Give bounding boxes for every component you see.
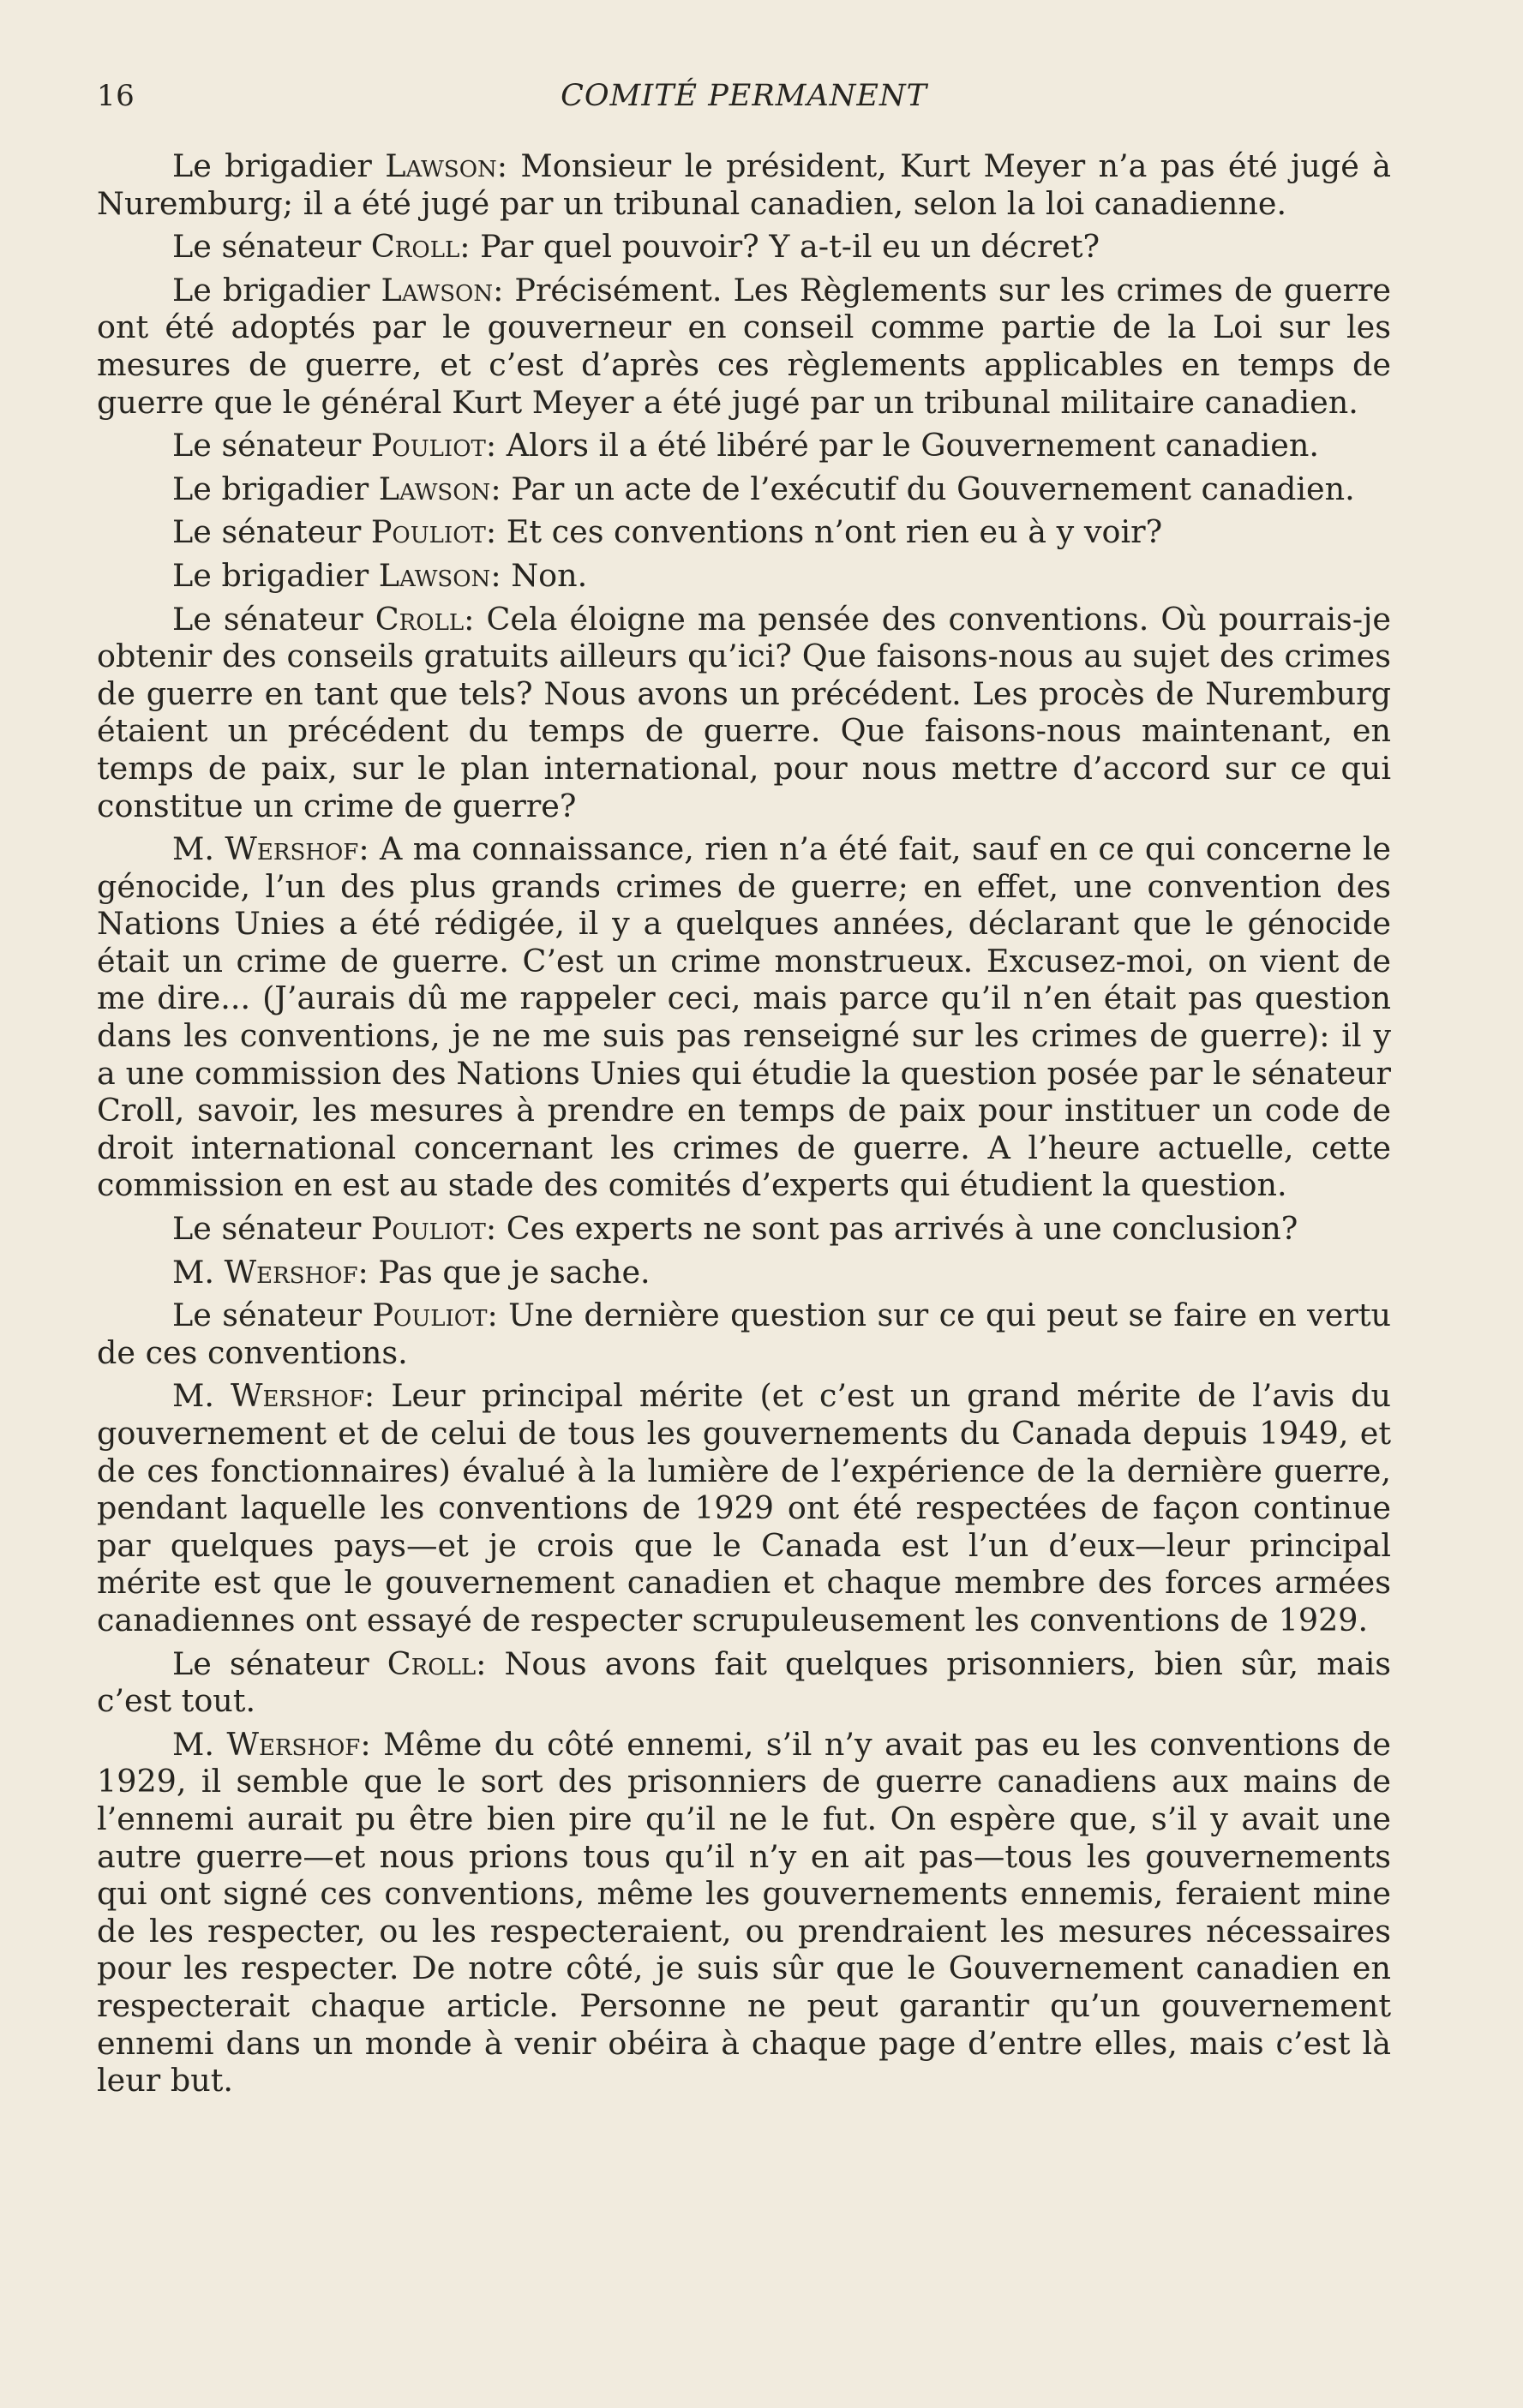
speech-text: : Nous avons fait quelques prisonniers, bien sûr, mais c’est tout. [97,1644,1391,1720]
speech-text: : Monsieur le président, Kurt Meyer n’a pas été jugé à Nuremburg; il a été jugé par un tribunal canadien, selon la loi canadienne. [97,147,1391,222]
speech-text: : Pas que je sache. [357,1253,651,1291]
speech-paragraph [97,427,1391,464]
speaker-prefix: Le brigadier [172,271,381,308]
speaker-prefix: M. [172,1377,231,1415]
speaker-prefix: M. [172,1725,227,1763]
speech-text: : Par quel pouvoir? Y a-t-il eu un décret? [459,228,1100,266]
speaker-prefix: M. [172,830,225,868]
speaker-prefix: Le sénateur [172,513,371,551]
speaker-prefix: Le sénateur [172,228,371,266]
speaker-name: Wershof [225,830,359,868]
speech-paragraph [97,1726,1391,2100]
speech-paragraph [97,1645,1391,1720]
speaker-prefix: Le brigadier [172,470,379,507]
speech-text: : Une dernière question sur ce qui peut se faire en vertu de ces conventions. [97,1297,1391,1371]
speaker-prefix: Le sénateur [172,1297,373,1334]
speech-text: : Précisément. Les Règlements sur les crimes de guerre ont été adoptés par le gouverneur en conseil comme partie de la Loi sur les mesures de guerre, et c’est d’après ces règlements applicables en temps de guerre que le général Kurt Meyer a été jugé par un tribunal militaire canadien. [97,271,1391,421]
speaker-name: Pouliot [372,1297,488,1334]
speech-paragraph [97,1297,1391,1371]
speech-text: : Ces experts ne sont pas arrivés à une conclusion? [485,1210,1298,1248]
page-number: 16 [97,79,135,113]
speaker-prefix: Le sénateur [172,427,371,464]
speech-paragraph [97,830,1391,1204]
speaker-prefix: Le sénateur [172,1644,387,1682]
speaker-name: Lawson [385,147,497,184]
speech-paragraph [97,272,1391,421]
speech-text: : Non. [490,556,588,594]
speaker-name: Lawson [381,271,494,308]
speaker-name: Pouliot [370,1210,486,1248]
speaker-prefix: Le sénateur [172,600,375,638]
speaker-name: Croll [387,1644,477,1682]
speech-text: : A ma connaissance, rien n’a été fait, sauf en ce qui concerne le génocide, l’un des plus grands crimes de guerre; en effet, une convention des Nations Unies a été rédigée, il y a quelques années, déclarant que le génocide était un crime de guerre. C’est un crime monstrueux. Excusez-moi, on vient de me dire... (J’aurais dû me rappeler ceci, mais parce qu’il n’en était pas question dans les conventions, je ne me suis pas renseigné sur les crimes de guerre): il y a une commission des Nations Unies qui étudie la question posée par le sénateur Croll, savoir, les mesures à prendre en temps de paix pour instituer un code de droit international concernant les crimes de guerre. A l’heure actuelle, cette commission en est au stade des comités d’experts qui étudient la question. [97,830,1392,1204]
speaker-name: Wershof [224,1253,358,1291]
speaker-name: Pouliot [370,513,486,551]
transcript-body [97,147,1391,2106]
speech-text: : Cela éloigne ma pensée des conventions. Où pourrais-je obtenir des conseils gratuits ailleurs qu’ici? Que faisons-nous au sujet des crimes de guerre en tant que tels? Nous avons un précédent. Les procès de Nuremburg étaient un précédent du temps de guerre. Que faisons-nous maintenant, en temps de paix, sur le plan international, pour nous mettre d’accord sur ce qui constitue un crime de guerre? [97,600,1391,824]
running-title: COMITÉ PERMANENT [561,79,927,113]
speech-paragraph [97,228,1391,266]
speech-text: : Par un acte de l’exécutif du Gouvernement canadien. [490,470,1355,507]
speaker-prefix: Le brigadier [172,556,379,594]
speaker-name: Croll [375,600,465,638]
speaker-name: Lawson [378,556,491,594]
speaker-prefix: Le sénateur [172,1210,371,1248]
speech-text: : Même du côté ennemi, s’il n’y avait pas eu les conventions de 1929, il semble que le sort des prisonniers de guerre canadiens aux mains de l’ennemi aurait pu être bien pire qu’il ne le fut. On espère que, s’il y avait une autre guerre—et nous prions tous qu’il n’y en ait pas—tous les gouvernements qui ont signé ces conventions, même les gouvernements ennemis, feraient mine de les respecter, ou les respecteraient, ou prendraient les mesures nécessaires pour les respecter. De notre côté, je suis sûr que le Gouvernement canadien en respecterait chaque article. Personne ne peut garantir qu’un gouvernement ennemi dans un monde à venir obéira à chaque page d’entre elles, mais c’est là leur but. [97,1725,1391,2100]
speech-paragraph [97,513,1391,551]
speaker-name: Lawson [378,470,491,507]
speech-paragraph [97,1210,1391,1248]
speaker-name: Croll [370,228,460,266]
speaker-name: Wershof [230,1377,364,1415]
speaker-name: Pouliot [370,427,486,464]
speaker-prefix: Le brigadier [172,147,386,184]
speech-paragraph [97,1377,1391,1638]
speech-text: : Alors il a été libéré par le Gouvernement canadien. [485,427,1319,464]
speech-paragraph [97,557,1391,595]
speaker-name: Wershof [226,1725,361,1763]
speech-paragraph [97,147,1391,222]
speech-paragraph [97,470,1391,508]
speaker-prefix: M. [172,1253,225,1291]
speech-text: : Et ces conventions n’ont rien eu à y voir? [485,513,1163,551]
speech-text: : Leur principal mérite (et c’est un grand mérite de l’avis du gouvernement et de celui de tous les gouvernements du Canada depuis 1949, et de ces fonctionnaires) évalué à la lumière de l’expérience de la dernière guerre, pendant laquelle les conventions de 1929 ont été respectées de façon continue par quelques pays—et je crois que le Canada est l’un d’eux—leur principal mérite est que le gouvernement canadien et chaque membre des forces armées canadiennes ont essayé de respecter scrupuleusement les conventions de 1929. [97,1377,1392,1638]
page-header [97,79,1391,122]
speech-paragraph [97,1254,1391,1291]
speech-paragraph [97,601,1391,825]
